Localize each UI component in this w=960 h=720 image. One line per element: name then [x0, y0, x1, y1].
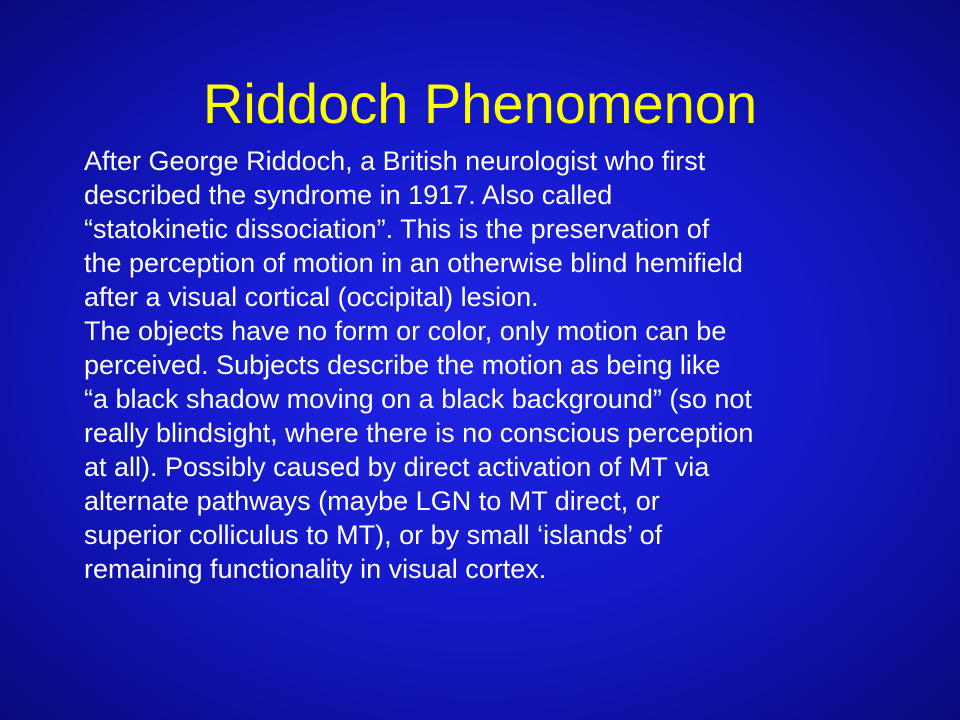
paragraph-origin [84, 144, 884, 314]
text-line: The objects have no form or color, only motion can be [84, 316, 727, 346]
text-line: after a visual cortical (occipital) lesion. [84, 282, 539, 312]
text-line: the perception of motion in an otherwise blind hemifield [84, 248, 743, 278]
text-line: described the syndrome in 1917. Also called [84, 180, 613, 210]
slide-title: Riddoch Phenomenon [202, 72, 758, 135]
text-line: really blindsight, where there is no conscious perception [84, 418, 754, 448]
text-line: at all). Possibly caused by direct activation of MT via [84, 452, 710, 482]
text-line: alternate pathways (maybe LGN to MT direct, or [84, 486, 660, 516]
slide-body [84, 144, 884, 586]
text-line: superior colliculus to MT), or by small ‘islands’ of [84, 520, 663, 550]
text-line: “a black shadow moving on a black background” (so not [84, 384, 752, 414]
text-line: After George Riddoch, a British neurologist who first [84, 146, 706, 176]
text-line: perceived. Subjects describe the motion as being like [84, 350, 721, 380]
text-line: remaining functionality in visual cortex. [84, 554, 547, 584]
text-line: “statokinetic dissociation”. This is the preservation of [84, 214, 710, 244]
paragraph-description [84, 314, 884, 586]
